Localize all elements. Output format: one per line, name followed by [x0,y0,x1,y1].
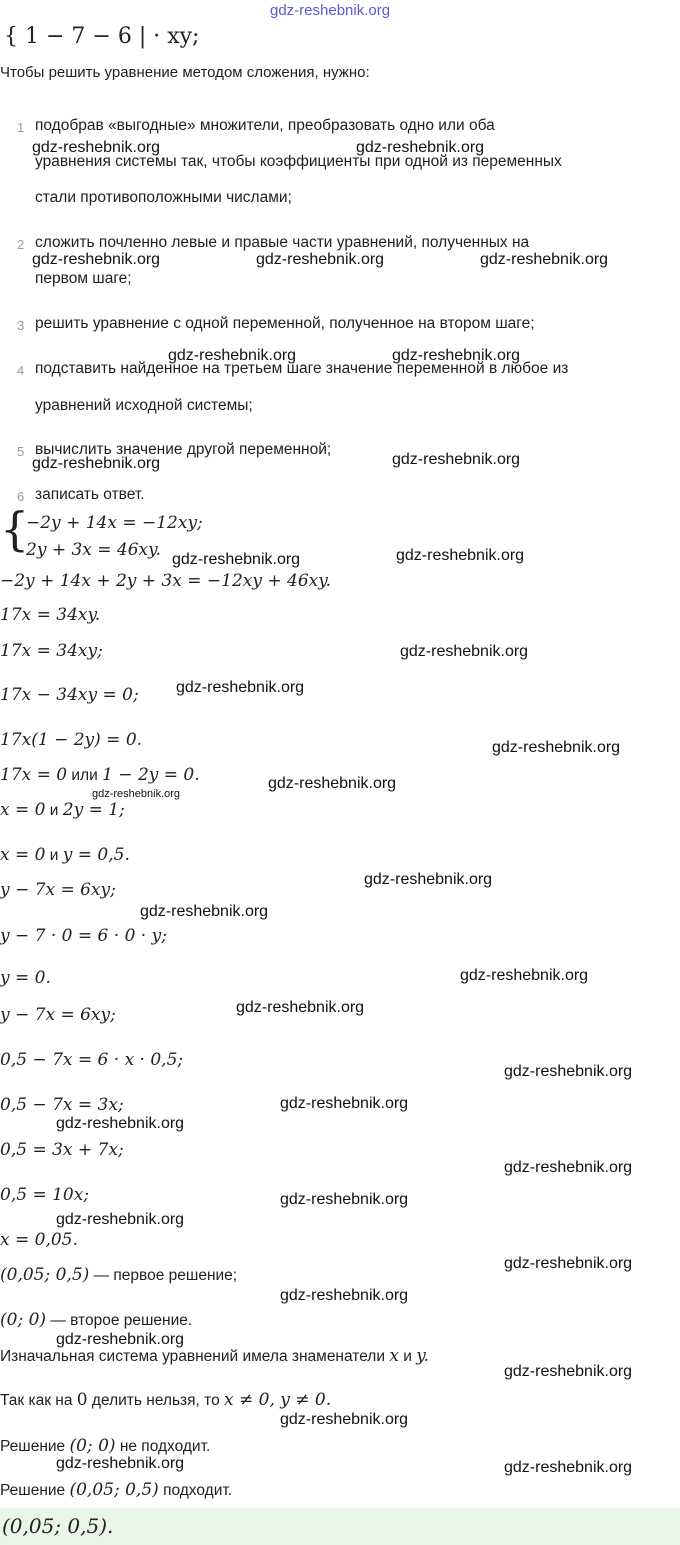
watermark: gdz-reshebnik.org [392,347,521,364]
math-part: x ≠ 0, y ≠ 0. [224,1390,332,1410]
math-line: y − 7x = 6xy; [0,1005,116,1025]
text-part: делить нельзя, то [87,1392,225,1409]
watermark: gdz-reshebnik.org [56,1331,185,1348]
watermark: gdz-reshebnik.org [236,999,365,1016]
connector-word: и [45,802,63,819]
first-solution [0,1265,237,1285]
watermark: gdz-reshebnik.org [172,551,301,568]
watermark: gdz-reshebnik.org [504,1363,633,1380]
connector-word: или [67,767,103,784]
math-line [0,800,125,820]
watermark: gdz-reshebnik.org [268,775,397,792]
watermark: gdz-reshebnik.org [280,1287,409,1304]
step-number: 1 [17,120,25,135]
step-text: уравнения системы так, чтобы коэффициенты при одной из переменных [35,153,562,170]
math-part: x = 0 [0,845,46,865]
math-part: 0 [76,1390,88,1410]
watermark: gdz-reshebnik.org [280,1095,409,1112]
math-line: y − 7x = 6xy; [0,880,116,900]
watermark: gdz-reshebnik.org [356,139,485,156]
text-part: Решение [0,1438,70,1455]
cropped-formula: { 1 − 7 − 6 | · xy; [4,24,200,49]
step-number: 3 [17,318,25,333]
denominators-line [0,1346,429,1366]
math-part: x [389,1346,399,1366]
text-part: Изначальная система уравнений имела знаменатели [0,1348,390,1365]
step-text: подставить найденное на третьем шаге значение переменной в любое из [35,360,569,377]
math-line: 17x = 34xy; [0,641,103,661]
math-part: (0,05; 0,5) [0,1265,90,1285]
watermark: gdz-reshebnik.org [140,903,269,920]
watermark: gdz-reshebnik.org [56,1115,185,1132]
answer: (0,05; 0,5). [2,1514,114,1538]
watermark: gdz-reshebnik.org [492,739,621,756]
watermark: gdz-reshebnik.org [280,1411,409,1428]
site-header-link[interactable]: gdz-reshebnik.org [270,2,391,19]
math-part: 17x = 0 [0,765,68,785]
step-text: вычислить значение другой переменной; [35,441,332,458]
solution-label: — первое решение; [89,1267,238,1284]
step-number: 6 [17,489,25,504]
watermark: gdz-reshebnik.org [280,1191,409,1208]
math-part: x = 0 [0,800,46,820]
math-line: −2y + 14x + 2y + 3x = −12xy + 46xy. [0,571,332,591]
watermark: gdz-reshebnik.org [32,455,161,472]
watermark: gdz-reshebnik.org [32,139,161,156]
watermark: gdz-reshebnik.org [392,451,521,468]
math-line: y − 7 · 0 = 6 · 0 · y; [0,926,167,946]
math-line: 0,5 − 7x = 3x; [0,1095,124,1115]
watermark: gdz-reshebnik.org [504,1459,633,1476]
watermark: gdz-reshebnik.org [92,788,181,800]
solution-label: — второе решение. [46,1312,193,1329]
math-line: 17x = 34xy. [0,605,101,625]
text-part: подходит. [158,1482,233,1499]
step-text: записать ответ. [35,486,145,503]
watermark: gdz-reshebnik.org [480,251,609,268]
math-part: y. [416,1346,429,1366]
step-text: решить уравнение с одной переменной, полученное на втором шаге; [35,315,535,332]
math-part: 2y = 1; [62,800,125,820]
system-equation: −2y + 14x = −12xy; [26,513,203,533]
step-number: 2 [17,237,25,252]
step-number: 5 [17,444,25,459]
watermark: gdz-reshebnik.org [56,1211,185,1228]
math-line: y = 0. [0,968,51,988]
math-line: 17x − 34xy = 0; [0,685,139,705]
math-line [0,845,130,865]
math-part: (0; 0) [69,1436,116,1456]
watermark: gdz-reshebnik.org [176,679,305,696]
math-line [0,765,200,785]
accepted-line [0,1480,232,1500]
math-part: y = 0,5. [62,845,130,865]
step-text: подобрав «выгодные» множители, преобразовать одно или оба [35,117,495,134]
watermark: gdz-reshebnik.org [460,967,589,984]
math-line: x = 0,05. [0,1230,78,1250]
step-text: стали противоположными числами; [35,189,292,206]
watermark: gdz-reshebnik.org [400,643,529,660]
system-equation: 2y + 3x = 46xy. [26,540,161,560]
intro-text: Чтобы решить уравнение методом сложения, нужно: [0,64,370,81]
watermark: gdz-reshebnik.org [364,871,493,888]
watermark: gdz-reshebnik.org [504,1063,633,1080]
watermark: gdz-reshebnik.org [168,347,297,364]
text-part: Решение [0,1482,70,1499]
watermark: gdz-reshebnik.org [56,1455,185,1472]
math-line: 0,5 = 3x + 7x; [0,1140,124,1160]
math-line: 0,5 − 7x = 6 · x · 0,5; [0,1050,184,1070]
watermark: gdz-reshebnik.org [504,1159,633,1176]
step-text: первом шаге; [35,270,132,287]
watermark: gdz-reshebnik.org [396,547,525,564]
watermark: gdz-reshebnik.org [504,1255,633,1272]
step-number: 4 [17,363,25,378]
watermark: gdz-reshebnik.org [32,251,161,268]
division-line [0,1390,331,1410]
math-part: 1 − 2y = 0. [102,765,200,785]
step-text: уравнений исходной системы; [35,397,253,414]
second-solution [0,1310,192,1330]
math-part: (0; 0) [0,1310,47,1330]
watermark: gdz-reshebnik.org [256,251,385,268]
connector-word: и [45,847,63,864]
math-line: 17x(1 − 2y) = 0. [0,730,143,750]
step-text: сложить почленно левые и правые части уравнений, полученных на [35,234,530,251]
system-brace: { [0,502,30,556]
rejected-line [0,1436,210,1456]
math-part: (0,05; 0,5) [69,1480,159,1500]
math-line: 0,5 = 10x; [0,1185,90,1205]
text-part: Так как на [0,1392,77,1409]
text-part: и [398,1348,417,1365]
text-part: не подходит. [115,1438,211,1455]
